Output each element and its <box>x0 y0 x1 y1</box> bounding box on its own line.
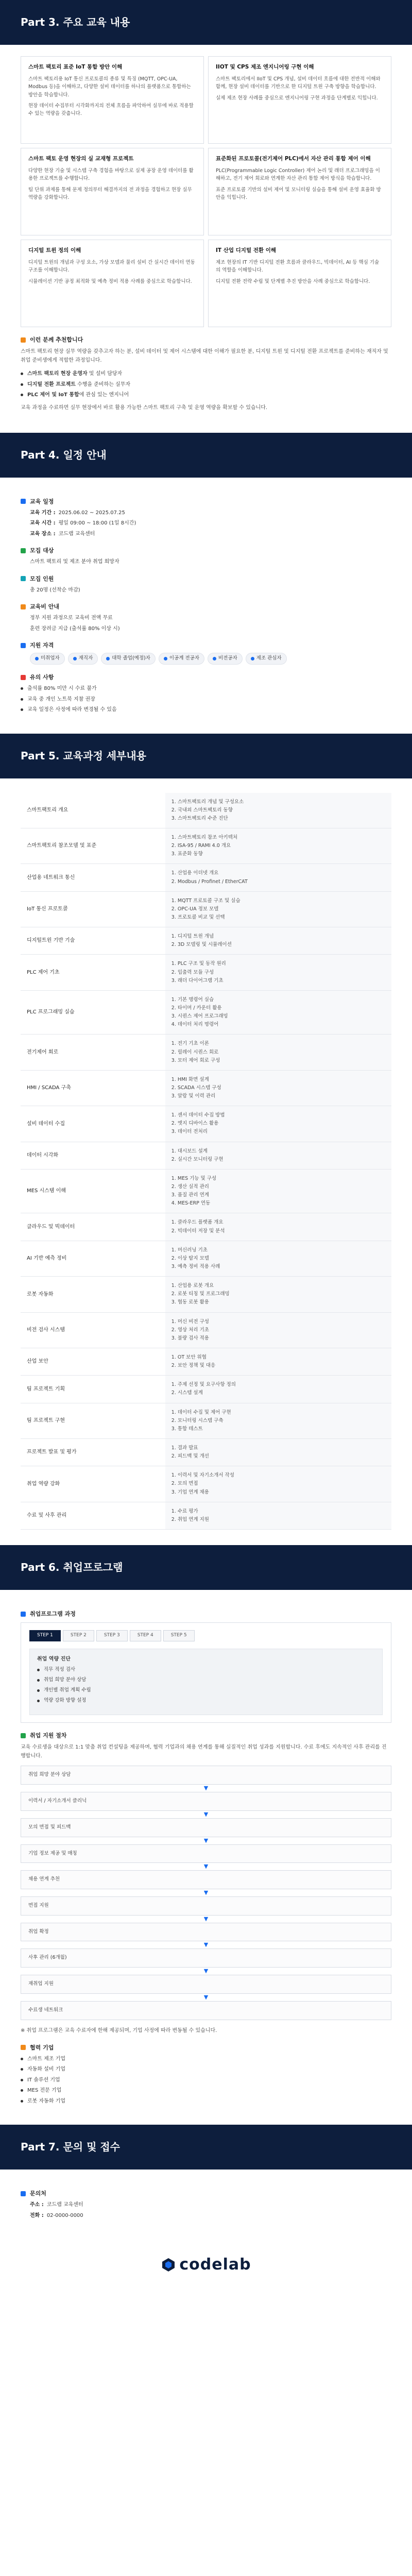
dot-icon <box>21 2068 23 2071</box>
chip-label: 제조 관심자 <box>256 655 282 662</box>
info-key: 교육 장소 : <box>30 531 56 537</box>
square-bullet-icon <box>21 643 26 648</box>
list-item <box>21 370 391 378</box>
topic-card-title: IIOT 및 CPS 제조 엔지니어링 구현 이해 <box>216 64 314 70</box>
part6-header <box>0 1545 412 1590</box>
flow-step: 기업 정보 제공 및 매칭 <box>21 1844 391 1863</box>
arrow-down-icon: ▼ <box>203 1837 209 1844</box>
list-item <box>21 2055 391 2063</box>
part4-title: Part 4. 일정 안내 <box>21 448 107 461</box>
dot-icon <box>213 657 216 660</box>
curriculum-module-name: 설비 데이터 수집 <box>21 1106 165 1142</box>
part7-title: Part 7. 문의 및 접수 <box>21 2141 121 2154</box>
dot-icon <box>21 687 23 690</box>
step-card-list <box>37 1666 375 1704</box>
arrow-down-icon: ▼ <box>203 1785 209 1792</box>
curriculum-module-name: 팀 프로젝트 기획 <box>21 1376 165 1403</box>
info-key: 교육 시간 : <box>30 520 56 527</box>
contact-heading <box>21 2189 391 2198</box>
dot-icon <box>21 383 23 386</box>
list-item-text: 개인별 취업 계획 수립 <box>44 1687 91 1693</box>
fee-heading <box>21 602 391 611</box>
dot-icon <box>37 1679 40 1682</box>
square-bullet-icon <box>21 337 26 343</box>
curriculum-module-detail: 1. 데이터 수집 및 제어 구현 2. 모니터링 시스템 구축 3. 통합 테스트 <box>165 1403 391 1438</box>
notes-heading-text: 유의 사항 <box>30 674 54 681</box>
curriculum-module-name: PLC 제어 기초 <box>21 955 165 990</box>
notes-heading <box>21 673 391 682</box>
curriculum-module-name: HMI / SCADA 구축 <box>21 1070 165 1106</box>
qualification-chip <box>159 653 204 665</box>
curriculum-module-detail: 1. 결과 발표 2. 피드백 및 개선 <box>165 1439 391 1466</box>
table-row <box>21 1348 391 1376</box>
dot-icon <box>21 372 23 375</box>
process-flow <box>21 1766 391 2020</box>
dot-icon <box>73 657 77 660</box>
curriculum-table-body <box>21 793 391 1530</box>
tab-step-4[interactable]: STEP 4 <box>130 1630 161 1641</box>
part6-body <box>0 1590 412 2125</box>
curriculum-module-detail: 1. 대시보드 설계 2. 실시간 모니터링 구현 <box>165 1142 391 1169</box>
tab-step-3[interactable]: STEP 3 <box>96 1630 128 1641</box>
info-value: 02-0000-0000 <box>46 2212 83 2218</box>
topic-card-text: 다양한 현장 기술 및 시스템 구축 경험을 바탕으로 실제 공장 운영 데이터를 활용한 프로젝트를 수행합니다. <box>28 168 194 182</box>
qualification-heading <box>21 641 391 650</box>
dot-icon <box>21 2100 23 2103</box>
info-key: 주소 : <box>30 2202 44 2208</box>
list-item-text: 출석률 80% 미만 시 수료 불가 <box>27 686 97 692</box>
list-item-bold: 스마트 팩토리 현장 운영자 <box>27 371 88 377</box>
logo-mark-icon <box>161 2257 176 2273</box>
partners-heading <box>21 2043 391 2052</box>
process-heading-text: 취업 지원 절차 <box>30 1732 67 1739</box>
dot-icon <box>106 657 110 660</box>
capacity-heading-text: 모집 인원 <box>30 575 54 582</box>
fee-line: 정부 지원 과정으로 교육비 전액 무료 <box>30 615 113 621</box>
curriculum-module-name: 비전 검사 시스템 <box>21 1312 165 1348</box>
curriculum-module-detail: 1. 센서 데이터 수집 방법 2. 엣지 디바이스 활용 3. 데이터 전처리 <box>165 1106 391 1142</box>
topic-card-text: 시뮬레이션 기반 공정 최적화 및 예측 정비 적용 사례를 중심으로 학습합니다. <box>28 278 192 284</box>
curriculum-module-detail: 1. 전기 기초 이론 2. 릴레이 시퀀스 회로 3. 모터 제어 회로 구성 <box>165 1035 391 1070</box>
topic-card-text: PLC(Programmable Logic Controller) 제어 논리 및 래더 프로그래밍을 이해하고, 전기 제어 회로와 연계한 자산 관리 통합 제어 방식을 학습합니다. <box>216 168 380 182</box>
dot-icon <box>21 394 23 396</box>
table-row <box>21 1169 391 1213</box>
flow-step: 이력서 / 자기소개서 클리닉 <box>21 1792 391 1811</box>
topic-card-title: IT 산업 디지털 전환 이해 <box>216 247 276 253</box>
list-item <box>37 1687 375 1694</box>
list-item-text: 취업 희망 분야 상담 <box>44 1677 87 1683</box>
dot-icon <box>37 1669 40 1671</box>
part5-body <box>0 778 412 1545</box>
dot-icon <box>37 1700 40 1702</box>
qualification-heading-text: 지원 자격 <box>30 642 54 649</box>
topic-card <box>208 148 391 235</box>
list-item <box>21 706 391 714</box>
table-row <box>21 793 391 828</box>
curriculum-module-name: 수료 및 사후 관리 <box>21 1502 165 1529</box>
info-line <box>30 509 391 517</box>
recommend-paragraph: 스마트 팩토리 현장 실무 역량을 갖추고자 하는 분, 설비 데이터 및 제어 시스템에 대한 이해가 필요한 분, 디지털 트윈 및 디지털 전환 프로젝트를 준비하는 재직자 및 취업 준비생에게 적합한 과정입니다. <box>21 349 388 364</box>
curriculum-module-name: 팀 프로젝트 구현 <box>21 1403 165 1438</box>
part5-title: Part 5. 교육과정 세부내용 <box>21 749 147 762</box>
topic-card <box>208 240 391 327</box>
summary-paragraph: 교육 과정을 수료하면 실무 현장에서 바로 활용 가능한 스마트 팩토리 구축 및 운영 역량을 확보할 수 있습니다. <box>21 404 268 411</box>
qualification-chips <box>30 653 391 665</box>
info-line <box>30 519 391 528</box>
target-text: 스마트 팩토리 및 제조 분야 취업 희망자 <box>30 559 119 565</box>
square-bullet-icon <box>21 604 26 609</box>
curriculum-module-name: 디지털트윈 기반 기술 <box>21 927 165 955</box>
info-value: 코드랩 교육센터 <box>46 2202 83 2208</box>
step-card <box>29 1649 383 1715</box>
curriculum-module-name: PLC 프로그래밍 실습 <box>21 990 165 1035</box>
topic-card-text: 표준 프로토콜 기반의 설비 제어 및 모니터링 실습을 통해 설비 운영 효율화 방안을 익힙니다. <box>216 187 381 200</box>
list-item-text: 자동화 설비 기업 <box>27 2066 65 2073</box>
curriculum-module-detail: 1. 수료 평가 2. 취업 연계 지원 <box>165 1502 391 1529</box>
table-row <box>21 1241 391 1276</box>
topic-card-text: 스마트 팩토리용 IoT 통신 프로토콜의 종류 및 특징 (MQTT, OPC-UA, Modbus 등)을 이해하고, 다양한 설비 데이터를 하나의 플랫폼으로 통합하는 방안을 학습합니다. <box>28 76 191 98</box>
flow-step: 취업 희망 분야 상담 <box>21 1766 391 1785</box>
list-item <box>21 381 391 389</box>
table-row <box>21 891 391 927</box>
part4-header <box>0 433 412 478</box>
table-row <box>21 955 391 990</box>
curriculum-module-name: 스마트팩토리 개요 <box>21 793 165 828</box>
curriculum-table <box>21 793 391 1530</box>
list-item <box>37 1697 375 1705</box>
recommend-heading <box>21 335 391 344</box>
partners-list <box>21 2055 391 2106</box>
info-value: 2025.06.02 ~ 2025.07.25 <box>58 510 125 516</box>
tab-step-1[interactable]: STEP 1 <box>29 1630 61 1641</box>
arrow-down-icon: ▼ <box>203 1810 209 1818</box>
table-row <box>21 1070 391 1106</box>
target-heading-text: 모집 대상 <box>30 547 54 554</box>
partners-heading-text: 협력 기업 <box>30 2044 54 2051</box>
square-bullet-icon <box>21 499 26 504</box>
list-item <box>21 391 391 399</box>
program-heading <box>21 1609 391 1618</box>
curriculum-module-name: 프로젝트 발표 및 평가 <box>21 1439 165 1466</box>
qualification-chip <box>208 653 243 665</box>
qualification-chip <box>101 653 156 665</box>
curriculum-module-detail: 1. 주제 선정 및 요구사항 정의 2. 시스템 설계 <box>165 1376 391 1403</box>
dot-icon <box>21 698 23 701</box>
arrow-down-icon: ▼ <box>203 1863 209 1870</box>
part3-body <box>0 45 412 433</box>
list-item <box>21 2087 391 2095</box>
dot-icon <box>21 708 23 711</box>
dot-icon <box>21 2058 23 2060</box>
topic-card-text: 디지털 전환 전략 수립 및 단계별 추진 방안을 사례 중심으로 학습합니다. <box>216 278 370 284</box>
info-line <box>30 530 391 538</box>
chip-label: 이공계 전공자 <box>169 655 200 662</box>
capacity-heading <box>21 574 391 583</box>
program-heading-text: 취업프로그램 과정 <box>30 1610 76 1617</box>
curriculum-module-name: 취업 역량 강화 <box>21 1466 165 1502</box>
step-card-title: 취업 역량 진단 <box>37 1656 71 1662</box>
dot-icon <box>37 1689 40 1692</box>
list-item-text: 로봇 자동화 기업 <box>27 2098 65 2104</box>
part3-title: Part 3. 주요 교육 내용 <box>21 16 130 28</box>
part3-card-grid <box>21 56 391 327</box>
table-row <box>21 927 391 955</box>
part7-body <box>0 2170 412 2238</box>
table-row <box>21 1277 391 1312</box>
tab-step-2[interactable]: STEP 2 <box>63 1630 94 1641</box>
square-bullet-icon <box>21 1612 26 1617</box>
list-item-text: 직무 적성 검사 <box>44 1667 76 1673</box>
table-row <box>21 1142 391 1169</box>
recommend-heading-text: 이런 분께 추천합니다 <box>30 336 83 343</box>
table-row <box>21 1035 391 1070</box>
schedule-heading <box>21 497 391 506</box>
list-item <box>21 2065 391 2074</box>
topic-card <box>21 148 204 235</box>
curriculum-module-detail: 1. 디지털 트윈 개념 2. 3D 모델링 및 시뮬레이션 <box>165 927 391 955</box>
target-heading <box>21 546 391 555</box>
chip-label: 대학 졸업(예정)자 <box>112 655 150 662</box>
table-row <box>21 1466 391 1502</box>
qualification-chip <box>30 653 65 665</box>
topic-card-title: 디지털 트윈 정의 이해 <box>28 247 81 253</box>
table-row <box>21 1403 391 1438</box>
list-item <box>37 1676 375 1684</box>
list-item <box>21 2097 391 2106</box>
curriculum-module-detail: 1. 클라우드 플랫폼 개요 2. 빅데이터 저장 및 분석 <box>165 1213 391 1241</box>
table-row <box>21 1312 391 1348</box>
topic-card <box>21 240 204 327</box>
curriculum-module-name: 스마트팩토리 참조모델 및 표준 <box>21 828 165 863</box>
codelab-logo <box>161 2253 251 2277</box>
square-bullet-icon <box>21 2191 26 2196</box>
curriculum-module-name: AI 기반 예측 정비 <box>21 1241 165 1276</box>
curriculum-module-detail: 1. PLC 구조 및 동작 원리 2. 입출력 모듈 구성 3. 래더 다이어그램 기초 <box>165 955 391 990</box>
topic-card-title: 표준화된 프로토콜(전기제어 PLC)에서 자산 관리 통합 제어 이해 <box>216 156 371 162</box>
dot-icon <box>21 2089 23 2092</box>
flow-step: 사후 관리 (6개월) <box>21 1948 391 1968</box>
part7-header <box>0 2125 412 2170</box>
flow-step: 재취업 지원 <box>21 1975 391 1994</box>
info-line <box>30 2212 391 2220</box>
list-item-text: 스마트 제조 기업 <box>27 2056 65 2062</box>
part3-header <box>0 0 412 45</box>
table-row <box>21 1106 391 1142</box>
info-key: 전화 : <box>30 2212 44 2218</box>
step-tabs <box>29 1630 383 1641</box>
topic-card-text: 실제 제조 현장 사례를 중심으로 엔지니어링 구현 과정을 단계별로 익힙니다. <box>216 95 378 101</box>
curriculum-module-detail: 1. 기본 명령어 실습 2. 타이머 / 카운터 활용 3. 시퀀스 제어 프로그래밍 4. 데이터 처리 명령어 <box>165 990 391 1035</box>
curriculum-module-detail: 1. 스마트팩토리 참조 아키텍처 2. ISA-95 / RAMI 4.0 개요 3. 표준화 동향 <box>165 828 391 863</box>
flow-step: 수료생 네트워크 <box>21 2001 391 2020</box>
part5-header <box>0 734 412 778</box>
curriculum-module-detail: 1. HMI 화면 설계 2. SCADA 시스템 구성 3. 알람 및 이력 관리 <box>165 1070 391 1106</box>
curriculum-module-name: MES 시스템 이해 <box>21 1169 165 1213</box>
capacity-text: 총 20명 (선착순 마감) <box>30 587 80 593</box>
curriculum-module-detail: 1. 산업용 로봇 개요 2. 로봇 티칭 및 프로그래밍 3. 협동 로봇 활용 <box>165 1277 391 1312</box>
qualification-chip <box>68 653 98 665</box>
list-item-text: 수행을 준비하는 실무자 <box>75 381 131 387</box>
topic-card-title: 스마트 팩토리 표준 IoT 통합 방안 이해 <box>28 64 123 70</box>
flow-step: 채용 연계 추천 <box>21 1870 391 1889</box>
list-item-bold: 디지털 전환 프로젝트 <box>27 381 76 387</box>
curriculum-module-detail: 1. MES 기능 및 구성 2. 생산 실적 관리 3. 품질 관리 연계 4. MES-ERP 연동 <box>165 1169 391 1213</box>
curriculum-module-detail: 1. 이력서 및 자기소개서 작성 2. 모의 면접 3. 기업 연계 채용 <box>165 1466 391 1502</box>
steps-box <box>21 1622 391 1723</box>
curriculum-module-detail: 1. 머신 비전 구성 2. 영상 처리 기초 3. 불량 검사 적용 <box>165 1312 391 1348</box>
table-row <box>21 1376 391 1403</box>
chip-label: 비전공자 <box>218 655 237 662</box>
arrow-down-icon: ▼ <box>203 1968 209 1975</box>
curriculum-module-name: 산업 보안 <box>21 1348 165 1376</box>
list-item-bold: PLC 제어 및 IoT 통합 <box>27 392 79 398</box>
list-item <box>21 696 391 704</box>
arrow-down-icon: ▼ <box>203 1993 209 2001</box>
table-row <box>21 864 391 891</box>
curriculum-module-name: 클라우드 및 빅데이터 <box>21 1213 165 1241</box>
schedule-heading-text: 교육 일정 <box>30 498 54 505</box>
curriculum-module-name: 로봇 자동화 <box>21 1277 165 1312</box>
table-row <box>21 1439 391 1466</box>
recommend-list <box>21 370 391 399</box>
part6-title: Part 6. 취업프로그램 <box>21 1561 123 1573</box>
dot-icon <box>35 657 39 660</box>
square-bullet-icon <box>21 548 26 553</box>
curriculum-module-detail: 1. OT 보안 위협 2. 보안 정책 및 대응 <box>165 1348 391 1376</box>
arrow-down-icon: ▼ <box>203 1941 209 1948</box>
dot-icon <box>251 657 254 660</box>
table-row <box>21 1502 391 1529</box>
dot-icon <box>164 657 167 660</box>
list-item-text: 에 관심 있는 엔지니어 <box>79 392 129 398</box>
flow-step: 면접 지원 <box>21 1896 391 1916</box>
curriculum-module-detail: 1. MQTT 프로토콜 구조 및 실습 2. OPC-UA 정보 모델 3. 프로토콜 비교 및 선택 <box>165 891 391 927</box>
process-intro: 교육 수료생을 대상으로 1:1 맞춤 취업 컨설팅을 제공하며, 협력 기업과의 채용 연계를 통해 실질적인 취업 성과를 지원합니다. 수료 후에도 지속적인 사후 관리를 진행합니다. <box>21 1744 387 1759</box>
square-bullet-icon <box>21 576 26 581</box>
process-heading <box>21 1731 391 1740</box>
curriculum-module-detail: 1. 산업용 이더넷 개요 2. Modbus / Profinet / EtherCAT <box>165 864 391 891</box>
logo-text: codelab <box>179 2256 251 2274</box>
tab-step-5[interactable]: STEP 5 <box>163 1630 195 1641</box>
info-line <box>30 2201 391 2209</box>
curriculum-module-detail: 1. 머신러닝 기초 2. 이상 탐지 모델 3. 예측 정비 적용 사례 <box>165 1241 391 1276</box>
chip-label: 재직자 <box>78 655 93 662</box>
list-item-text: 역량 강화 방향 설정 <box>44 1697 87 1703</box>
curriculum-module-name: 산업용 네트워크 통신 <box>21 864 165 891</box>
topic-card-text: 디지털 트윈의 개념과 구성 요소, 가상 모델과 물리 설비 간 실시간 데이터 연동 구조를 이해합니다. <box>28 260 195 274</box>
info-value: 평일 09:00 ~ 18:00 (1일 8시간) <box>58 520 136 527</box>
qualification-chip <box>246 653 287 665</box>
part4-body <box>0 478 412 734</box>
list-item-text: MES 전문 기업 <box>27 2088 62 2094</box>
info-key: 교육 기간 : <box>30 510 56 516</box>
square-bullet-icon <box>21 2045 26 2050</box>
curriculum-module-name: IoT 통신 프로토콜 <box>21 891 165 927</box>
topic-card-text: 스마트 팩토리에서 IIoT 및 CPS 개념, 설비 데이터 흐름에 대한 전반적 이해와 함께, 현장 설비 데이터를 기반으로 한 디지털 트윈 구축 방향을 학습합니다. <box>216 76 381 90</box>
list-item <box>37 1666 375 1674</box>
topic-card <box>208 56 391 144</box>
table-row <box>21 828 391 863</box>
contact-heading-text: 문의처 <box>30 2190 46 2197</box>
arrow-down-icon: ▼ <box>203 1915 209 1922</box>
square-bullet-icon <box>21 675 26 680</box>
info-value: 코드랩 교육센터 <box>58 531 95 537</box>
topic-card <box>21 56 204 144</box>
topic-card-title: 스마트 팩토 운영 현장의 실 교재형 프로젝트 <box>28 156 134 162</box>
chip-label: 미취업자 <box>41 655 60 662</box>
fee-heading-text: 교육비 안내 <box>30 603 59 611</box>
list-item-text: 교육 일정은 사정에 따라 변경될 수 있음 <box>27 707 117 713</box>
table-row <box>21 990 391 1035</box>
curriculum-module-name: 전기제어 회로 <box>21 1035 165 1070</box>
list-item-text: IT 솔루션 기업 <box>27 2077 60 2083</box>
flow-step: 모의 면접 및 피드백 <box>21 1818 391 1837</box>
list-item <box>21 2076 391 2084</box>
list-item <box>21 685 391 693</box>
table-row <box>21 1213 391 1241</box>
curriculum-module-detail: 1. 스마트팩토리 개념 및 구성요소 2. 국내외 스마트팩토리 동향 3. 스마트팩토리 수준 진단 <box>165 793 391 828</box>
process-outro: ※ 취업 프로그램은 교육 수료자에 한해 제공되며, 기업 사정에 따라 변동될 수 있습니다. <box>21 2027 217 2033</box>
topic-card-text: 팀 단위 과제를 통해 문제 정의부터 해결까지의 전 과정을 경험하고 현장 실무 역량을 강화합니다. <box>28 187 192 200</box>
notes-list <box>21 685 391 714</box>
square-bullet-icon <box>21 1733 26 1738</box>
curriculum-module-name: 데이터 시각화 <box>21 1142 165 1169</box>
topic-card-text: 제조 현장의 IT 기반 디지털 전환 흐름과 클라우드, 빅데이터, AI 등 핵심 기술의 역할을 이해합니다. <box>216 260 380 274</box>
topic-card-text: 현장 데이터 수집부터 시각화까지의 전체 흐름을 파악하여 실무에 바로 적용할 수 있는 역량을 갖춥니다. <box>28 103 194 117</box>
footer <box>0 2238 412 2296</box>
fee-line: 훈련 장려금 지급 (출석률 80% 이상 시) <box>30 625 120 632</box>
flow-step: 취업 확정 <box>21 1923 391 1942</box>
list-item-text: 및 설비 담당자 <box>87 371 123 377</box>
list-item-text: 교육 중 개인 노트북 지참 권장 <box>27 696 95 702</box>
arrow-down-icon: ▼ <box>203 1889 209 1896</box>
dot-icon <box>21 2079 23 2081</box>
